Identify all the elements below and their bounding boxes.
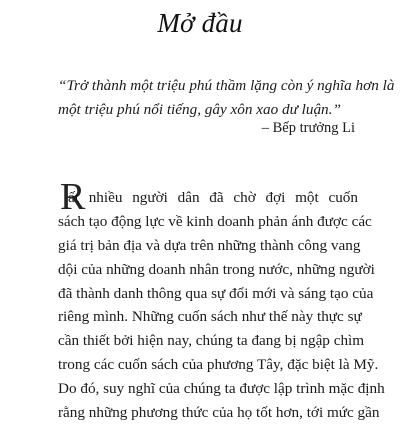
epigraph-quote bbox=[58, 74, 395, 121]
epigraph-attribution: – Bếp trưởng Li bbox=[261, 120, 355, 136]
body-line: sách tạo động lực về kinh doanh phản ánh được các bbox=[58, 212, 372, 230]
body-line: riêng mình. Những cuốn sách như thế này thực sự bbox=[58, 308, 362, 326]
chapter-title: Mở đầu bbox=[157, 8, 243, 38]
body-paragraph bbox=[58, 186, 385, 425]
epigraph-line: “Trở thành một triệu phú thầm lặng còn ý nghĩa hơn là bbox=[58, 77, 395, 94]
body-line: đã thành danh thông qua sự đổi mới và sáng tạo của bbox=[58, 284, 374, 302]
body-line: trong các cuốn sách của phương Tây, đặc biệt là Mỹ. bbox=[58, 356, 379, 374]
body-line: cần thiết bởi hiện nay, chúng ta đang bị ngập chìm bbox=[58, 332, 365, 350]
body-line: Do đó, suy nghĩ của chúng ta được lập trình mặc định bbox=[58, 380, 385, 398]
body-line: dội của những doanh nhân trong nước, những người bbox=[58, 260, 375, 278]
body-line: giá trị bản địa và dựa trên những thành công vang bbox=[58, 236, 361, 254]
drop-cap: R bbox=[60, 176, 86, 218]
body-line: rằng những phương thức của họ tốt hơn, tới mức gần bbox=[58, 404, 380, 422]
body-line: ất nhiều người dân đã chờ đợi một cuốn bbox=[68, 189, 358, 206]
epigraph-line: một triệu phú nổi tiếng, gây xôn xao dư luận.” bbox=[58, 100, 341, 118]
